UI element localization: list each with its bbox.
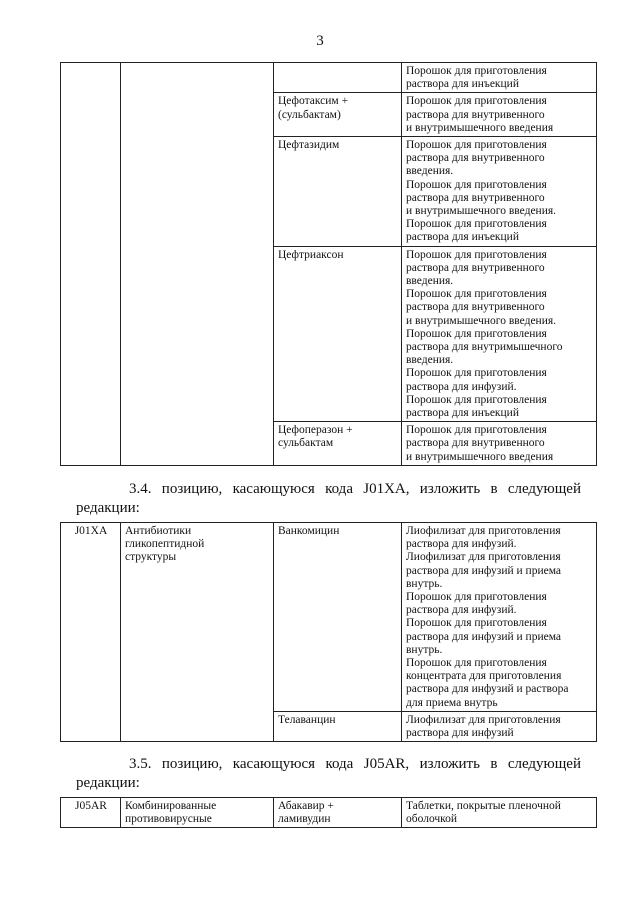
drug-name-line: Ванкомицин <box>278 525 340 537</box>
table-row <box>61 523 597 712</box>
drug-cell <box>274 523 402 712</box>
dosage-form-line: Порошок для приготовления <box>406 248 547 261</box>
dosage-form-line: раствора для инфузий и приема <box>406 564 562 577</box>
dosage-form-line: раствора для инфузий и приема <box>406 630 562 643</box>
dosage-form <box>402 712 596 741</box>
drug-cell <box>274 137 402 247</box>
drug-table-j01xa <box>60 522 597 742</box>
group-name-line: противовирусные <box>125 813 212 826</box>
drug-name <box>274 422 401 451</box>
dosage-form-line: Порошок для приготовления <box>406 139 547 152</box>
dosage-form <box>402 798 596 827</box>
dosage-form-line: Порошок для приготовления <box>406 178 547 191</box>
form-cell <box>402 63 597 93</box>
drug-name-line: (сульбактам) <box>278 108 341 121</box>
dosage-form-line: внутрь. <box>406 643 443 656</box>
group-name <box>121 798 273 827</box>
drug-name-line: сульбактам <box>278 437 334 450</box>
drug-cell <box>274 93 402 137</box>
dosage-form-line: и внутримышечного введения <box>406 450 554 463</box>
dosage-form <box>402 63 596 92</box>
drug-cell <box>274 798 402 828</box>
drug-name <box>274 798 401 827</box>
drug-cell <box>274 422 402 466</box>
form-cell <box>402 523 597 712</box>
form-cell <box>402 711 597 741</box>
dosage-form <box>402 422 596 465</box>
dosage-form-line: Порошок для приготовления <box>406 591 547 604</box>
dosage-form <box>402 523 596 711</box>
dosage-form-line: Порошок для приготовления <box>406 218 547 231</box>
dosage-form-line: внутрь. <box>406 577 443 590</box>
paragraph-3-4-line2: редакции: <box>76 500 140 516</box>
drug-name <box>274 63 401 66</box>
drug-cell <box>274 63 402 93</box>
drug-name <box>274 93 401 122</box>
code-cell <box>61 798 121 828</box>
dosage-form <box>402 137 596 246</box>
dosage-form-line: Лиофилизат для приготовления <box>406 525 561 537</box>
dosage-form-line: введения. <box>406 165 454 178</box>
page-number: 3 <box>316 33 324 49</box>
dosage-form-line: раствора для инъекций <box>406 78 519 91</box>
paragraph-3-4-line1: 3.4. позицию, касающуюся кода J01XA, изложить в следующей <box>129 481 581 497</box>
dosage-form-line: Порошок для приготовления <box>406 95 547 108</box>
table-row <box>61 798 597 828</box>
drug-name <box>274 523 401 539</box>
group-name-line: Комбинированные <box>125 800 217 812</box>
drug-cell <box>274 711 402 741</box>
dosage-form-line: раствора для внутримышечного <box>406 341 563 354</box>
form-cell <box>402 93 597 137</box>
dosage-form-line: и внутримышечного введения. <box>406 314 557 327</box>
drug-name <box>274 137 401 153</box>
dosage-form <box>402 247 596 422</box>
dosage-form-line: раствора для внутривенного <box>406 191 545 204</box>
dosage-form-line: для приема внутрь <box>406 696 498 709</box>
group-cell <box>121 798 274 828</box>
code-cell <box>61 63 121 466</box>
dosage-form-line: раствора для инфузий. <box>406 538 517 551</box>
form-cell <box>402 137 597 247</box>
dosage-form-line: раствора для внутривенного <box>406 261 545 274</box>
drug-name-line: Абакавир + <box>278 800 334 812</box>
drug-name-line: Цефотаксим + <box>278 95 349 108</box>
dosage-form-line: Таблетки, покрытые пленочной <box>406 800 561 812</box>
drug-name <box>274 712 401 728</box>
dosage-form-line: раствора для внутривенного <box>406 152 545 165</box>
dosage-form-line: раствора для инфузий <box>406 727 514 740</box>
dosage-form <box>402 93 596 136</box>
dosage-form-line: оболочкой <box>406 813 458 826</box>
table-row <box>61 63 597 93</box>
form-cell <box>402 246 597 422</box>
dosage-form-line: Порошок для приготовления <box>406 327 547 340</box>
dosage-form-line: введения. <box>406 275 454 288</box>
dosage-form-line: Порошок для приготовления <box>406 617 547 630</box>
dosage-form-line: Порошок для приготовления <box>406 657 547 670</box>
dosage-form-line: Порошок для приготовления <box>406 367 547 380</box>
drug-cell <box>274 246 402 422</box>
drug-table-j05ar <box>60 797 597 828</box>
dosage-form-line: раствора для инфузий. <box>406 380 517 393</box>
atc-code: J05AR <box>75 800 107 812</box>
dosage-form-line: и внутримышечного введения <box>406 121 554 134</box>
code-cell <box>61 523 121 742</box>
dosage-form-line: концентрата для приготовления <box>406 670 562 683</box>
group-name-line: Антибиотики <box>125 525 192 537</box>
group-name <box>121 523 273 566</box>
drug-name-line: Телаванцин <box>278 713 336 726</box>
dosage-form-line: раствора для инфузий и раствора <box>406 683 569 696</box>
dosage-form-line: Лиофилизат для приготовления <box>406 713 561 726</box>
group-cell <box>121 523 274 742</box>
group-name-line: структуры <box>125 551 177 564</box>
dosage-form-line: Порошок для приготовления <box>406 393 547 406</box>
dosage-form-line: раствора для инфузий. <box>406 604 517 617</box>
dosage-form-line: Порошок для приготовления <box>406 424 547 437</box>
drug-name-line: Цефтриаксон <box>278 248 344 261</box>
dosage-form-line: Лиофилизат для приготовления <box>406 551 561 564</box>
dosage-form-line: Порошок для приготовления <box>406 288 547 301</box>
dosage-form-line: раствора для инъекций <box>406 407 519 420</box>
dosage-form-line: раствора для инъекций <box>406 231 519 244</box>
dosage-form-line: раствора для внутривенного <box>406 437 545 450</box>
dosage-form-line: раствора для внутривенного <box>406 108 545 121</box>
group-name-line: гликопептидной <box>125 538 205 551</box>
dosage-form-line: и внутримышечного введения. <box>406 205 557 218</box>
form-cell <box>402 798 597 828</box>
drug-name <box>274 247 401 263</box>
drug-name-line: Цефоперазон + <box>278 424 353 437</box>
paragraph-3-5-line2: редакции: <box>76 775 140 791</box>
dosage-form-line: введения. <box>406 354 454 367</box>
dosage-form-line: раствора для внутривенного <box>406 301 545 314</box>
atc-code: J01XA <box>74 525 108 537</box>
dosage-form-line: Порошок для приготовления <box>406 65 547 77</box>
group-cell <box>121 63 274 466</box>
drug-table-continuation <box>60 62 597 466</box>
paragraph-3-5-line1: 3.5. позицию, касающуюся кода J05AR, изложить в следующей <box>129 756 581 772</box>
drug-name-line: Цефтазидим <box>278 139 340 152</box>
drug-name-line: ламивудин <box>278 813 331 826</box>
form-cell <box>402 422 597 466</box>
